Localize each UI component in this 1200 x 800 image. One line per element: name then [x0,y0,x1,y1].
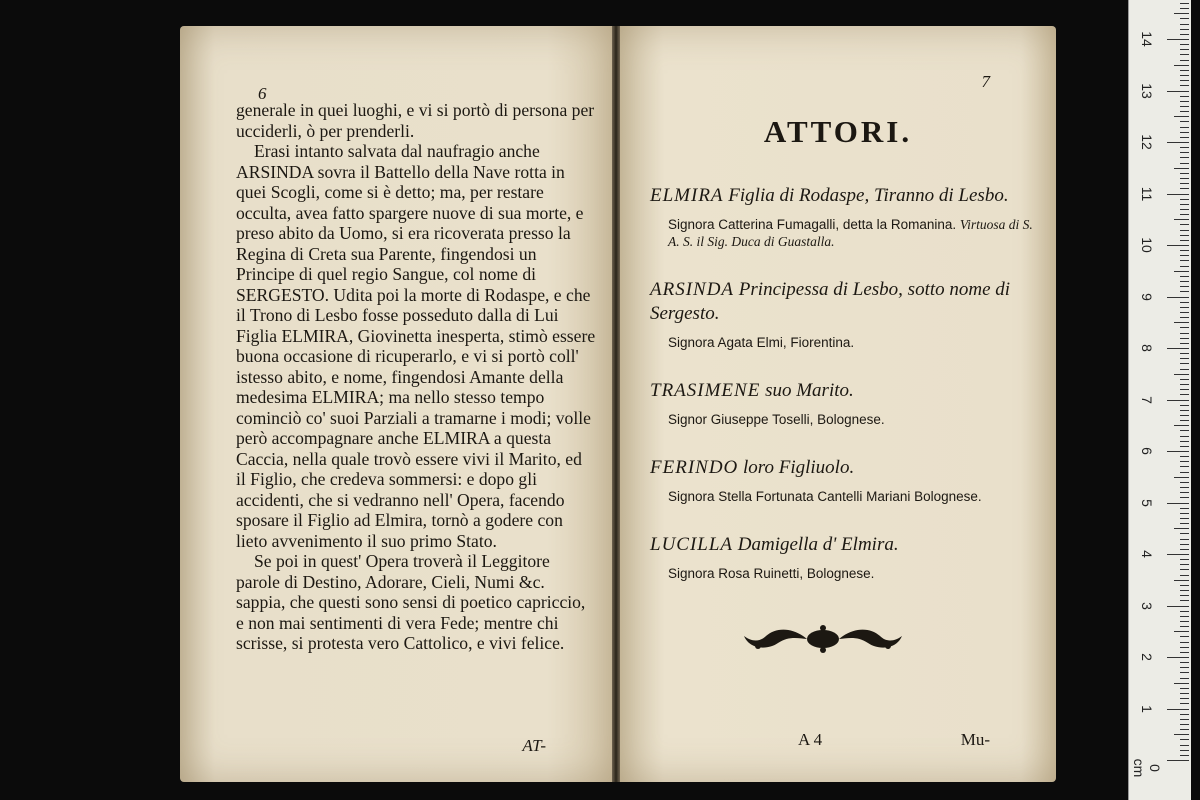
ruler-tick [1180,559,1189,560]
ruler-tick [1180,250,1189,251]
ruler-tick [1180,626,1189,627]
ruler-tick [1180,652,1189,653]
ruler-tick [1180,111,1189,112]
ruler-tick [1180,549,1189,550]
ruler-tick [1180,60,1189,61]
ruler-label: 5 [1139,498,1155,507]
ruler-tick [1180,750,1189,751]
paragraph-3: Se poi in quest' Opera troverà il Leggitore parole di Destino, Adorare, Cieli, Numi &c. sappia, che questi sono sensi di poetico capriccio, e non mai sentimenti di vera Fede; mentre chi scrisse, si protesta vero Cattolico, e vivi felice. [236,551,586,653]
ruler-tick [1180,29,1189,30]
ruler-tick [1174,528,1189,529]
ruler-label: 8 [1139,344,1155,352]
ruler-tick [1180,544,1189,545]
role-description: Principessa di Lesbo, sotto nome di Sergesto. [650,279,1011,324]
ruler-tick [1167,194,1189,195]
ruler-label: 9 [1139,292,1155,301]
ruler-tick [1180,472,1189,473]
ruler-tick [1180,585,1189,586]
cast-entry [650,379,1038,428]
cast-entry [650,278,1038,351]
ruler-tick [1180,18,1189,19]
ruler-tick [1167,554,1189,555]
ruler-tick [1180,755,1189,756]
ruler-tick [1174,683,1189,684]
ruler-tick [1180,497,1189,498]
ruler-tick [1180,363,1189,364]
ruler-tick [1180,642,1189,643]
ruler-tick [1167,709,1189,710]
ruler-tick [1180,636,1189,637]
ruler-tick [1174,477,1189,478]
ruler-tick [1180,302,1189,303]
ruler-tick [1180,410,1189,411]
ruler-tick [1180,8,1189,9]
ruler-tick [1180,127,1189,128]
ruler-tick [1180,240,1189,241]
ruler-tick [1180,379,1189,380]
ruler-tick [1180,214,1189,215]
ruler-tick [1174,219,1189,220]
ruler-tick [1180,389,1189,390]
page-number-left: 6 [258,84,267,103]
ruler-tick [1180,745,1189,746]
ruler-tick [1180,719,1189,720]
ruler-tick [1180,430,1189,431]
paragraph-1: generale in quei luoghi, e vi si portò di persona per ucciderli, ò per prenderli. [236,100,595,141]
ruler-tick [1180,204,1189,205]
ruler-tick [1180,54,1189,55]
ruler-tick [1180,678,1189,679]
role-name: ARSINDA [650,279,735,300]
ruler-label: 12 [1139,134,1155,150]
ruler-tick [1174,425,1189,426]
catchword-left: AT- [522,736,546,755]
ruler-label: 10 [1139,237,1155,253]
ruler-tick [1180,255,1189,256]
ruler-tick [1180,121,1189,122]
ruler-tick [1180,132,1189,133]
ruler-label: 0 cm [1131,758,1163,778]
ruler-tick [1180,441,1189,442]
ruler-tick [1180,75,1189,76]
ruler-tick [1180,281,1189,282]
ruler-tick [1180,611,1189,612]
ruler-tick [1180,80,1189,81]
ruler-tick [1180,569,1189,570]
ruler-tick [1174,322,1189,323]
open-book [180,26,1056,782]
ruler-tick [1174,580,1189,581]
ruler-tick [1180,183,1189,184]
ruler-tick [1167,142,1189,143]
ruler-tick [1180,662,1189,663]
performer-name: Signora Stella Fortunata Cantelli Mariani Bolognese. [668,489,982,504]
ruler-tick [1167,297,1189,298]
paragraph-2: Erasi intanto salvata dal naufragio anche ARSINDA sovra il Battello della Nave rotta in quei Scogli, come si è detto; ma, per restare occulta, avea fatto spargere nuove di sua morte, e preso abito da Uomo, si era ricoverata presso la Regina di Creta sua Parente, fingendosi un Principe di quel regio Sangue, col nome di SERGESTO. Udita poi la morte di Rodaspe, e che il Trono di Lesbo fosse posseduto dalla di Lui Figlia ELMIRA, Giovinetta inesperta, stimò essere buona occasione di ricuperarlo, e vi si portò coll' istesso abito, e nome, fingendosi Amante della medesima ELMIRA; ma nello stesso tempo cominciò co' suoi Parziali a tramarne i modi; volle però accompagnare anche ELMIRA a questa Caccia, nella quale trovò essere vivi il Marito, ed il Figlio, che credeva sommersi: e dopo gli accidenti, che si vedranno nell' Opera, facendo sposare il Figlio ad Elmira, tornò a godere con lieto avvenimento il suo primo Stato. [236,141,596,551]
ruler-tick [1167,245,1189,246]
ruler-tick [1180,482,1189,483]
ruler-tick [1180,333,1189,334]
ruler-tick [1180,446,1189,447]
ruler-tick [1180,420,1189,421]
ruler-tick [1174,734,1189,735]
ruler-tick [1180,394,1189,395]
ruler-tick [1174,271,1189,272]
ruler-tick [1180,286,1189,287]
role-name: ELMIRA [650,185,724,206]
role-name: FERINDO [650,457,739,478]
catchword-right: Mu- [960,730,990,749]
ruler-tick [1180,96,1189,97]
ruler-tick [1180,173,1189,174]
ruler-tick [1180,291,1189,292]
ruler-tick [1180,672,1189,673]
ruler-tick [1180,703,1189,704]
performer-note: Virtuosa di S. A. S. il Sig. Duca di Guastalla. [668,217,1033,249]
ruler-tick [1180,34,1189,35]
ruler-tick [1180,724,1189,725]
ruler-tick [1180,415,1189,416]
ruler-tick [1180,564,1189,565]
role-description: Damigella d' Elmira. [737,534,899,555]
ruler-tick [1180,338,1189,339]
role-name: LUCILLA [650,534,734,555]
ruler-tick [1180,600,1189,601]
role-description: Figlia di Rodaspe, Tiranno di Lesbo. [728,185,1009,206]
ruler-tick [1180,24,1189,25]
ruler-tick [1180,729,1189,730]
ruler-tick [1174,116,1189,117]
ruler-tick [1167,657,1189,658]
ruler-tick [1180,595,1189,596]
ruler-tick [1180,358,1189,359]
ruler-tick [1180,49,1189,50]
cast-entry [650,184,1038,250]
ruler-label: 11 [1139,186,1155,201]
ruler-tick [1180,85,1189,86]
ruler-tick [1180,739,1189,740]
ruler-tick [1180,44,1189,45]
ruler-tick [1180,616,1189,617]
ruler-tick [1180,575,1189,576]
ruler-tick [1180,152,1189,153]
ruler-tick [1180,590,1189,591]
ruler-tick [1180,513,1189,514]
ruler-tick [1180,461,1189,462]
ruler-tick [1167,91,1189,92]
ruler-tick [1180,647,1189,648]
ruler-tick [1180,698,1189,699]
ruler-tick [1180,353,1189,354]
ruler-label: 14 [1139,31,1155,47]
ruler-tick [1180,157,1189,158]
book-gutter [612,26,620,782]
ruler-tick [1180,456,1189,457]
ruler-tick [1180,70,1189,71]
ruler-tick [1174,65,1189,66]
ruler-tick [1180,178,1189,179]
ruler-tick [1174,631,1189,632]
ruler-tick [1180,312,1189,313]
ruler-tick [1180,276,1189,277]
ruler-tick [1174,13,1189,14]
ruler-label: 7 [1139,395,1155,404]
ruler-tick [1180,188,1189,189]
ruler-tick [1180,209,1189,210]
right-page [620,26,1056,782]
performer-name: Signora Catterina Fumagalli, detta la Romanina. [668,217,957,232]
ruler-tick [1167,503,1189,504]
performer-name: Signor Giuseppe Toselli, Bolognese. [668,412,885,427]
cast-title: ATTORI. [763,114,913,149]
ruler-tick [1180,405,1189,406]
ruler-tick [1180,523,1189,524]
ruler-tick [1180,199,1189,200]
ruler-tick [1180,688,1189,689]
cast-entry [650,456,1038,505]
ruler-tick [1180,533,1189,534]
ruler-tick [1180,266,1189,267]
ornament-icon [738,624,908,654]
ruler-label: 2 [1139,653,1155,661]
ruler-tick [1167,760,1189,761]
ruler-tick [1174,168,1189,169]
role-name: TRASIMENE [650,380,761,401]
left-page-text [236,100,596,654]
page-number-right: 7 [981,72,990,91]
ruler-tick [1180,327,1189,328]
ruler-tick [1180,106,1189,107]
ruler-tick [1180,3,1189,4]
signature-mark: A 4 [798,730,823,749]
ruler-tick [1180,667,1189,668]
ruler-tick [1180,518,1189,519]
ruler-tick [1180,307,1189,308]
ruler-tick [1180,147,1189,148]
ruler-tick [1180,487,1189,488]
ruler-tick [1180,163,1189,164]
ruler-tick [1180,224,1189,225]
ruler-tick [1180,235,1189,236]
ruler-tick [1180,369,1189,370]
ruler-tick [1174,374,1189,375]
left-page [180,26,612,782]
ruler-tick [1180,230,1189,231]
ruler-tick [1180,714,1189,715]
measuring-ruler [1128,0,1191,800]
ruler-tick [1167,39,1189,40]
ruler-tick [1180,317,1189,318]
performer-name: Signora Rosa Ruinetti, Bolognese. [668,566,875,581]
ruler-label: 3 [1139,601,1155,610]
cast-list [650,184,1038,610]
ruler-tick [1180,137,1189,138]
performer-name: Signora Agata Elmi, Fiorentina. [668,335,855,350]
ruler-tick [1180,492,1189,493]
ruler-label: 1 [1139,704,1155,713]
ruler-tick [1180,384,1189,385]
ruler-tick [1167,606,1189,607]
ruler-label: 4 [1139,550,1155,558]
ruler-tick [1180,621,1189,622]
ruler-tick [1180,436,1189,437]
ruler-label: 6 [1139,447,1155,455]
ruler-tick [1167,348,1189,349]
ruler-tick [1180,260,1189,261]
ruler-tick [1180,693,1189,694]
ruler-tick [1180,539,1189,540]
ruler-tick [1180,101,1189,102]
ruler-tick [1180,343,1189,344]
ruler-tick [1167,451,1189,452]
ruler-label: 13 [1139,82,1155,99]
role-description: suo Marito. [765,380,854,401]
ruler-tick [1167,400,1189,401]
ruler-tick [1180,466,1189,467]
ruler-tick [1180,508,1189,509]
cast-entry [650,533,1038,582]
role-description: loro Figliuolo. [743,457,855,478]
